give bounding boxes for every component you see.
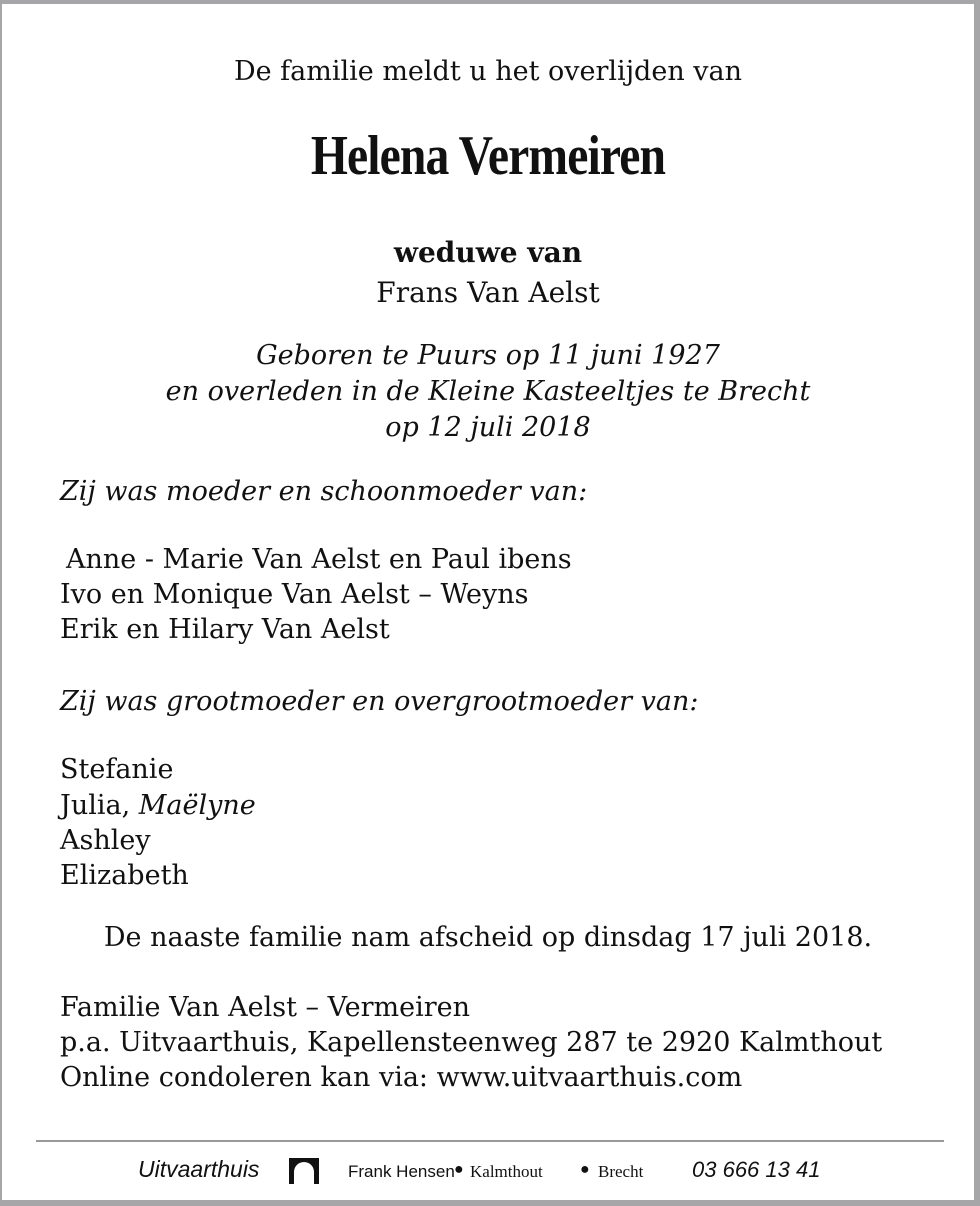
child-item: Anne - Marie Van Aelst en Paul ibens	[66, 544, 572, 575]
death-line: en overleden in de Kleine Kasteeltjes te Brecht	[165, 376, 811, 407]
intro-text: De familie meldt u het overlijden van	[233, 56, 743, 87]
death-date: op 12 juli 2018	[385, 412, 591, 443]
footer-person: Frank Hensen	[348, 1162, 455, 1181]
children-heading: Zij was moeder en schoonmoeder van:	[60, 476, 588, 507]
divider	[36, 1140, 944, 1142]
contact-family: Familie Van Aelst – Vermeiren	[60, 992, 471, 1023]
grandchild-item: Elizabeth	[60, 860, 189, 891]
obituary-notice	[2, 4, 974, 1200]
deceased-name: Helena Vermeiren	[310, 125, 666, 187]
child-item: Ivo en Monique Van Aelst – Weyns	[60, 579, 529, 610]
grandchildren-heading: Zij was grootmoeder en overgrootmoeder van:	[60, 686, 699, 717]
footer-brand: Uitvaarthuis	[138, 1156, 260, 1182]
farewell-text: De naaste familie nam afscheid op dinsdag 17 juli 2018.	[103, 922, 873, 953]
birth-line: Geboren te Puurs op 11 juni 1927	[256, 340, 720, 371]
bullet-icon: ●	[580, 1161, 590, 1178]
spouse-name: Frans Van Aelst	[376, 276, 600, 309]
contact-online: Online condoleren kan via: www.uitvaarthuis.com	[60, 1062, 743, 1093]
bullet-icon: ●	[454, 1161, 464, 1178]
grandchild-name: Maëlyne	[138, 790, 256, 821]
grandchild-item: Stefanie	[60, 754, 174, 785]
footer-place: Kalmthout	[470, 1162, 543, 1181]
contact-address: p.a. Uitvaarthuis, Kapellensteenweg 287 te 2920 Kalmthout	[60, 1027, 883, 1058]
footer-phone: 03 666 13 41	[692, 1157, 821, 1182]
child-item: Erik en Hilary Van Aelst	[60, 614, 390, 645]
grandchild-item	[60, 790, 256, 821]
footer-place: Brecht	[598, 1162, 644, 1181]
grandchild-item: Ashley	[60, 825, 151, 856]
grandchild-name: Julia,	[60, 790, 139, 821]
widow-label: weduwe van	[393, 236, 583, 269]
arch-logo-icon	[289, 1158, 319, 1184]
